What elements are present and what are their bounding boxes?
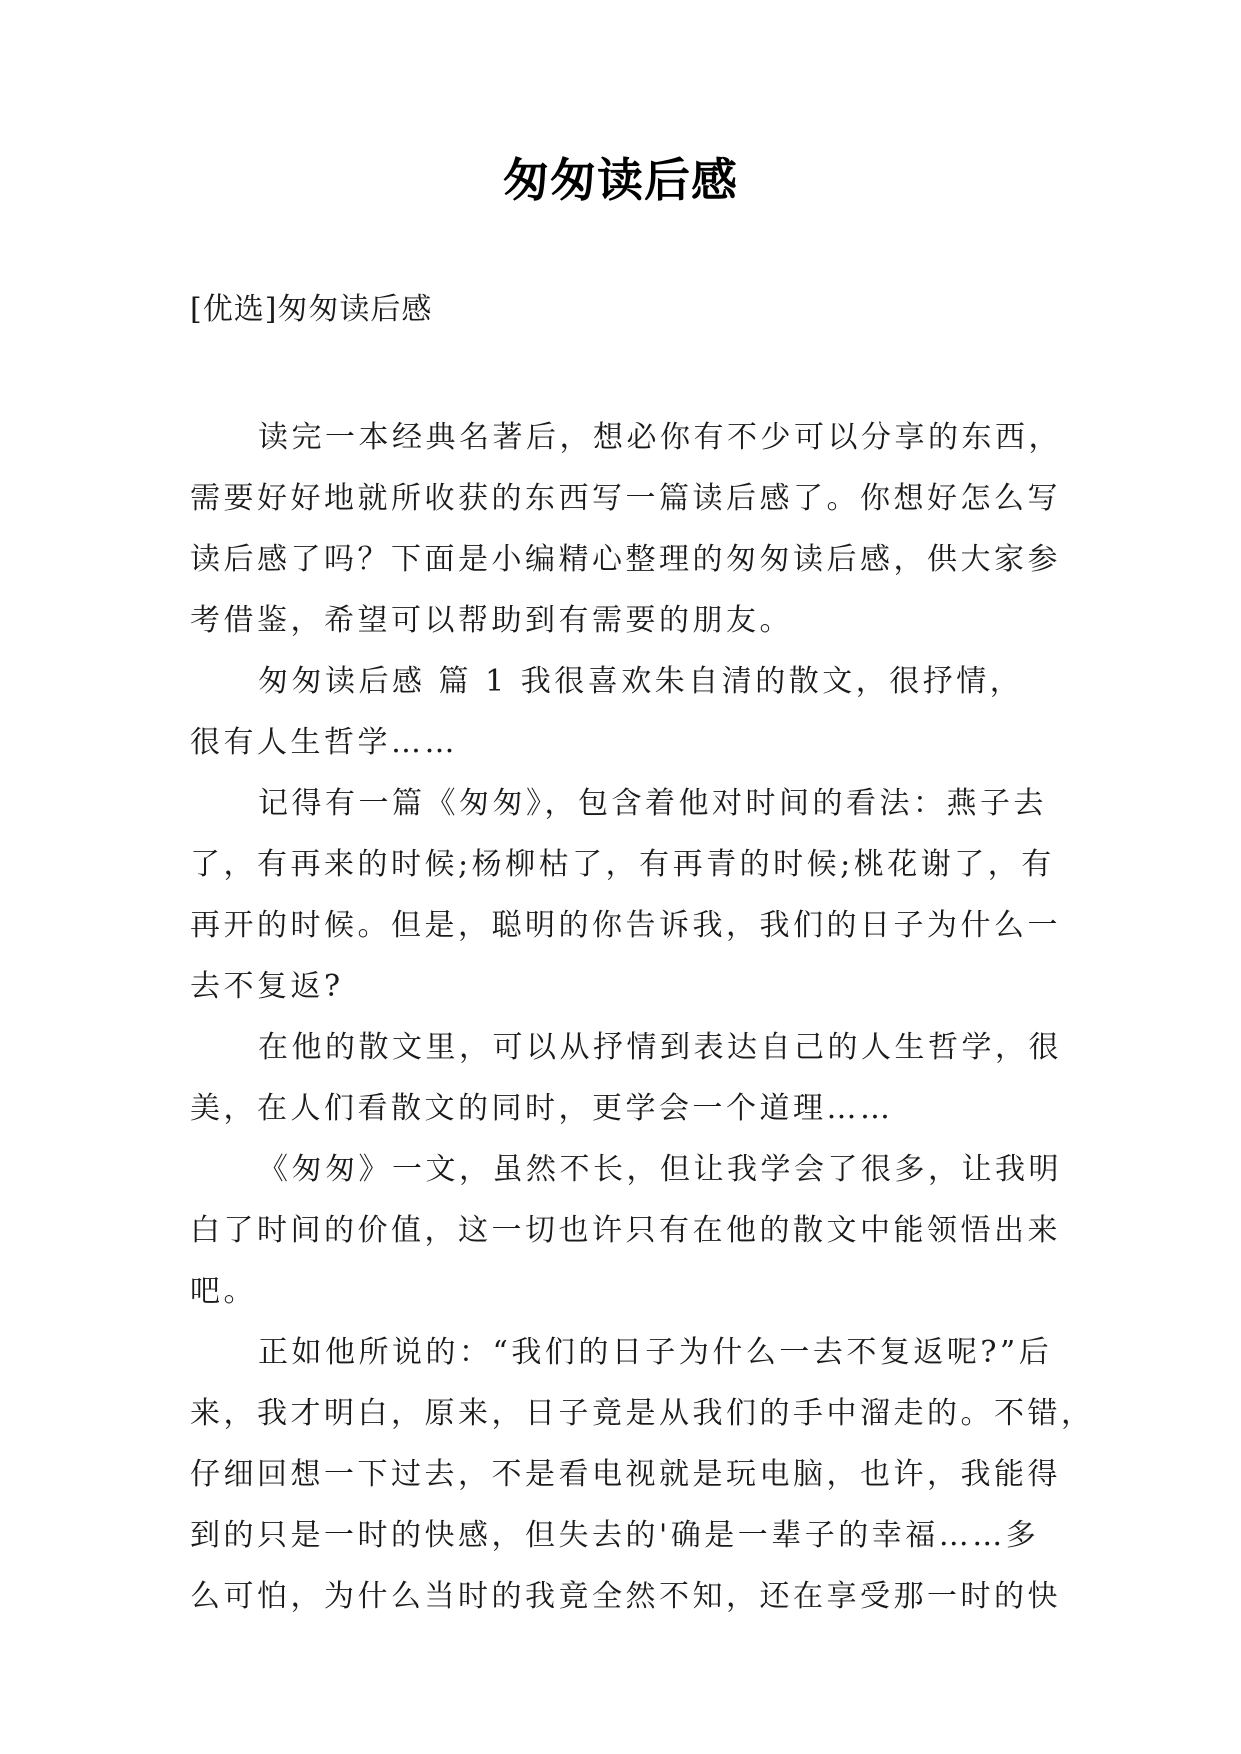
document-subtitle: [优选]匆匆读后感 xyxy=(190,292,433,327)
text-line: 了，有再来的时候;杨柳枯了，有再青的时候;桃花谢了，有 xyxy=(190,847,1055,882)
text-line: 匆匆读后感 篇 1 我很喜欢朱自清的散文，很抒情， xyxy=(258,664,1024,699)
text-line: 到的只是一时的快感，但失去的'确是一辈子的幸福……多 xyxy=(190,1518,1040,1553)
text-line: 读完一本经典名著后，想必你有不少可以分享的东西， xyxy=(258,420,1062,455)
text-line: 来，我才明白，原来，日子竟是从我们的手中溜走的。不错， xyxy=(190,1396,1095,1431)
text-line: 再开的时候。但是，聪明的你告诉我，我们的日子为什么一 xyxy=(190,908,1061,943)
text-line: 正如他所说的：“我们的日子为什么一去不复返呢?”后 xyxy=(258,1335,1053,1370)
text-line: 读后感了吗？下面是小编精心整理的匆匆读后感，供大家参 xyxy=(190,542,1061,577)
text-line: 美，在人们看散文的同时，更学会一个道理…… xyxy=(190,1091,894,1126)
text-line: 需要好好地就所收获的东西写一篇读后感了。你想好怎么写 xyxy=(190,481,1061,516)
text-line: 么可怕，为什么当时的我竟全然不知，还在享受那一时的快 xyxy=(190,1579,1061,1614)
text-line: 很有人生哲学…… xyxy=(190,725,458,760)
text-line: 考借鉴，希望可以帮助到有需要的朋友。 xyxy=(190,603,793,638)
text-line: 在他的散文里，可以从抒情到表达自己的人生哲学，很 xyxy=(258,1030,1062,1065)
text-line: 《匆匆》一文，虽然不长，但让我学会了很多，让我明 xyxy=(258,1152,1062,1187)
text-line: 吧。 xyxy=(190,1274,257,1309)
text-line: 去不复返? xyxy=(190,969,344,1004)
text-line: 仔细回想一下过去，不是看电视就是玩电脑，也许，我能得 xyxy=(190,1457,1061,1492)
text-line: 记得有一篇《匆匆》，包含着他对时间的看法：燕子去 xyxy=(258,786,1047,821)
document-body xyxy=(190,407,1095,1627)
page-title: 匆匆读后感 xyxy=(503,153,738,207)
text-line: 白了时间的价值，这一切也许只有在他的散文中能领悟出来 xyxy=(190,1213,1061,1248)
